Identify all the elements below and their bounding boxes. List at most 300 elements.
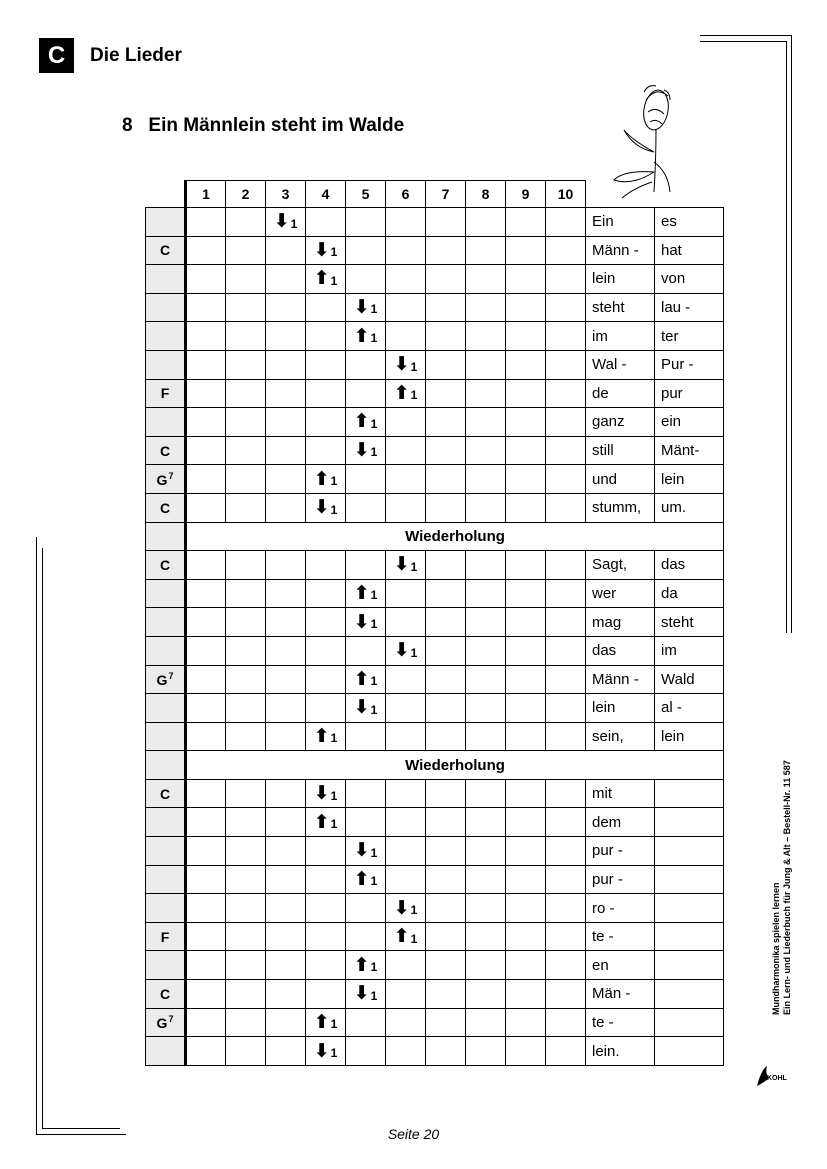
table-row bbox=[146, 350, 724, 379]
lyric-verse-1: steht bbox=[586, 293, 655, 322]
border-left-inner bbox=[42, 548, 43, 1128]
chord-cell bbox=[146, 408, 186, 437]
hole-cell-1 bbox=[186, 379, 226, 408]
lyric-verse-2 bbox=[655, 922, 724, 951]
chord-cell bbox=[146, 493, 186, 522]
hole-cell-6 bbox=[386, 951, 426, 980]
arrow-number: 1 bbox=[370, 874, 378, 889]
hole-cell-3 bbox=[266, 1037, 306, 1066]
lyric-verse-1: ro - bbox=[586, 894, 655, 923]
hole-cell-6 bbox=[386, 665, 426, 694]
draw-arrow-up-icon: ⬆ bbox=[353, 411, 370, 433]
hole-cell-6 bbox=[386, 1008, 426, 1037]
arrow-number: 1 bbox=[330, 502, 338, 517]
hole-cell-3 bbox=[266, 350, 306, 379]
hole-cell-2 bbox=[226, 436, 266, 465]
hole-cell-1 bbox=[186, 694, 226, 723]
hole-header-5: 5 bbox=[346, 181, 386, 208]
hole-cell-4 bbox=[306, 636, 346, 665]
table-row bbox=[146, 665, 724, 694]
lyric-verse-1: Männ - bbox=[586, 665, 655, 694]
chord-superscript: 7 bbox=[168, 470, 174, 481]
hole-cell-10 bbox=[546, 265, 586, 294]
hole-cell-1 bbox=[186, 551, 226, 580]
hole-cell-1 bbox=[186, 322, 226, 351]
hole-header-10: 10 bbox=[546, 181, 586, 208]
repeat-label: Wiederholung bbox=[186, 522, 724, 551]
hole-cell-5 bbox=[346, 980, 386, 1009]
table-row bbox=[146, 922, 724, 951]
hole-cell-10 bbox=[546, 379, 586, 408]
hole-cell-5 bbox=[346, 408, 386, 437]
hole-cell-4 bbox=[306, 208, 346, 237]
hole-cell-4 bbox=[306, 551, 346, 580]
arrow-number: 1 bbox=[370, 988, 378, 1003]
hole-header-4: 4 bbox=[306, 181, 346, 208]
hole-cell-3 bbox=[266, 894, 306, 923]
hole-cell-4 bbox=[306, 779, 346, 808]
chord-cell bbox=[146, 694, 186, 723]
hole-cell-10 bbox=[546, 894, 586, 923]
hole-cell-5 bbox=[346, 1037, 386, 1066]
arrow-number: 1 bbox=[410, 902, 418, 917]
hole-cell-1 bbox=[186, 493, 226, 522]
hole-cell-1 bbox=[186, 293, 226, 322]
hole-cell-7 bbox=[426, 665, 466, 694]
hole-cell-8 bbox=[466, 322, 506, 351]
hole-cell-10 bbox=[546, 694, 586, 723]
hole-cell-10 bbox=[546, 293, 586, 322]
hole-cell-4 bbox=[306, 493, 346, 522]
chord-label: F bbox=[160, 928, 170, 945]
book-info-sidebar bbox=[771, 725, 793, 1015]
hole-cell-1 bbox=[186, 722, 226, 751]
chord-cell bbox=[146, 465, 186, 494]
hole-cell-2 bbox=[226, 636, 266, 665]
hole-cell-5 bbox=[346, 350, 386, 379]
hole-cell-10 bbox=[546, 551, 586, 580]
table-row bbox=[146, 951, 724, 980]
chord-label: C bbox=[159, 985, 171, 1002]
hole-cell-1 bbox=[186, 208, 226, 237]
hole-cell-4 bbox=[306, 265, 346, 294]
hole-cell-6 bbox=[386, 922, 426, 951]
hole-cell-9 bbox=[506, 779, 546, 808]
hole-cell-1 bbox=[186, 350, 226, 379]
hole-cell-3 bbox=[266, 808, 306, 837]
chord-cell bbox=[146, 1008, 186, 1037]
hole-cell-4 bbox=[306, 1037, 346, 1066]
chord-label: F bbox=[160, 385, 170, 402]
table-row bbox=[146, 208, 724, 237]
hole-cell-1 bbox=[186, 579, 226, 608]
table-row bbox=[146, 722, 724, 751]
lyric-verse-2: es bbox=[655, 208, 724, 237]
chord-cell bbox=[146, 208, 186, 237]
lyric-verse-1: mag bbox=[586, 608, 655, 637]
hole-cell-6 bbox=[386, 236, 426, 265]
lyric-verse-2: lein bbox=[655, 465, 724, 494]
hole-cell-2 bbox=[226, 293, 266, 322]
hole-cell-9 bbox=[506, 665, 546, 694]
hole-cell-4 bbox=[306, 408, 346, 437]
lyric-verse-1: lein bbox=[586, 265, 655, 294]
hole-header-9: 9 bbox=[506, 181, 546, 208]
hole-cell-4 bbox=[306, 236, 346, 265]
hole-cell-2 bbox=[226, 236, 266, 265]
hole-cell-9 bbox=[506, 350, 546, 379]
hole-cell-8 bbox=[466, 379, 506, 408]
hole-cell-9 bbox=[506, 694, 546, 723]
blow-arrow-down-icon: ⬇ bbox=[393, 897, 410, 919]
blow-arrow-down-icon: ⬇ bbox=[273, 211, 290, 233]
hole-cell-5 bbox=[346, 208, 386, 237]
draw-arrow-up-icon: ⬆ bbox=[353, 668, 370, 690]
hole-cell-9 bbox=[506, 894, 546, 923]
hole-cell-5 bbox=[346, 865, 386, 894]
section-badge: C bbox=[39, 38, 74, 73]
hole-cell-3 bbox=[266, 951, 306, 980]
lyric-verse-1: lein bbox=[586, 694, 655, 723]
lyric-verse-2: von bbox=[655, 265, 724, 294]
hole-cell-7 bbox=[426, 894, 466, 923]
hole-cell-2 bbox=[226, 408, 266, 437]
hole-cell-6 bbox=[386, 551, 426, 580]
arrow-number: 1 bbox=[410, 931, 418, 946]
hole-cell-7 bbox=[426, 408, 466, 437]
blow-arrow-down-icon: ⬇ bbox=[353, 697, 370, 719]
hole-cell-7 bbox=[426, 208, 466, 237]
hole-cell-5 bbox=[346, 493, 386, 522]
draw-arrow-up-icon: ⬆ bbox=[353, 954, 370, 976]
table-row bbox=[146, 265, 724, 294]
hole-cell-2 bbox=[226, 779, 266, 808]
hole-cell-7 bbox=[426, 350, 466, 379]
hole-cell-6 bbox=[386, 322, 426, 351]
hole-cell-6 bbox=[386, 436, 426, 465]
lyric-verse-1: still bbox=[586, 436, 655, 465]
arrow-number: 1 bbox=[330, 245, 338, 260]
hole-cell-8 bbox=[466, 551, 506, 580]
table-row bbox=[146, 379, 724, 408]
hole-cell-3 bbox=[266, 837, 306, 866]
hole-cell-7 bbox=[426, 1008, 466, 1037]
hole-cell-2 bbox=[226, 922, 266, 951]
hole-cell-3 bbox=[266, 322, 306, 351]
hole-cell-6 bbox=[386, 779, 426, 808]
hole-cell-2 bbox=[226, 808, 266, 837]
chord-cell bbox=[146, 265, 186, 294]
hole-cell-8 bbox=[466, 636, 506, 665]
section-title: Die Lieder bbox=[90, 45, 182, 66]
chord-label: G bbox=[156, 1014, 168, 1031]
hole-cell-4 bbox=[306, 379, 346, 408]
chord-label: C bbox=[159, 556, 171, 573]
lyric-verse-2 bbox=[655, 1008, 724, 1037]
hole-cell-7 bbox=[426, 779, 466, 808]
chord-cell bbox=[146, 922, 186, 951]
hole-cell-6 bbox=[386, 722, 426, 751]
hole-cell-4 bbox=[306, 293, 346, 322]
hole-cell-6 bbox=[386, 694, 426, 723]
hole-cell-2 bbox=[226, 865, 266, 894]
hole-cell-9 bbox=[506, 322, 546, 351]
lyric-verse-1: mit bbox=[586, 779, 655, 808]
table-row bbox=[146, 980, 724, 1009]
hole-cell-9 bbox=[506, 436, 546, 465]
lyric-verse-1: Männ - bbox=[586, 236, 655, 265]
hole-cell-9 bbox=[506, 837, 546, 866]
hole-cell-3 bbox=[266, 722, 306, 751]
hole-cell-1 bbox=[186, 922, 226, 951]
lyric-verse-2: um. bbox=[655, 493, 724, 522]
hole-cell-7 bbox=[426, 694, 466, 723]
hole-cell-4 bbox=[306, 1008, 346, 1037]
hole-cell-8 bbox=[466, 436, 506, 465]
hole-cell-9 bbox=[506, 636, 546, 665]
chord-cell bbox=[146, 579, 186, 608]
chord-cell bbox=[146, 636, 186, 665]
hole-cell-2 bbox=[226, 322, 266, 351]
hole-cell-3 bbox=[266, 493, 306, 522]
hole-cell-10 bbox=[546, 579, 586, 608]
hole-cell-7 bbox=[426, 951, 466, 980]
hole-cell-1 bbox=[186, 265, 226, 294]
chord-cell bbox=[146, 350, 186, 379]
lyric-verse-1: Wal - bbox=[586, 350, 655, 379]
hole-cell-5 bbox=[346, 436, 386, 465]
hole-cell-5 bbox=[346, 293, 386, 322]
hole-cell-2 bbox=[226, 579, 266, 608]
hole-cell-1 bbox=[186, 465, 226, 494]
hole-cell-9 bbox=[506, 293, 546, 322]
arrow-number: 1 bbox=[330, 273, 338, 288]
lyric-verse-1: Ein bbox=[586, 208, 655, 237]
hole-cell-5 bbox=[346, 694, 386, 723]
chord-cell bbox=[146, 808, 186, 837]
lyric-verse-1: im bbox=[586, 322, 655, 351]
draw-arrow-up-icon: ⬆ bbox=[313, 468, 330, 490]
hole-cell-8 bbox=[466, 579, 506, 608]
hole-cell-2 bbox=[226, 551, 266, 580]
hole-cell-5 bbox=[346, 551, 386, 580]
hole-cell-9 bbox=[506, 208, 546, 237]
chord-cell bbox=[146, 293, 186, 322]
hole-cell-5 bbox=[346, 837, 386, 866]
hole-cell-7 bbox=[426, 865, 466, 894]
hole-cell-9 bbox=[506, 722, 546, 751]
chord-cell bbox=[146, 322, 186, 351]
hole-cell-6 bbox=[386, 808, 426, 837]
lyric-verse-2: da bbox=[655, 579, 724, 608]
hole-cell-9 bbox=[506, 608, 546, 637]
hole-cell-3 bbox=[266, 779, 306, 808]
hole-header-6: 6 bbox=[386, 181, 426, 208]
chord-label: C bbox=[159, 242, 171, 259]
chord-cell bbox=[146, 522, 186, 551]
chord-cell bbox=[146, 751, 186, 780]
lyric-verse-2 bbox=[655, 980, 724, 1009]
hole-cell-10 bbox=[546, 636, 586, 665]
hole-cell-5 bbox=[346, 608, 386, 637]
lyric-verse-1: wer bbox=[586, 579, 655, 608]
hole-cell-10 bbox=[546, 980, 586, 1009]
hole-cell-9 bbox=[506, 408, 546, 437]
hole-cell-3 bbox=[266, 1008, 306, 1037]
blow-arrow-down-icon: ⬇ bbox=[353, 611, 370, 633]
table-row bbox=[146, 1008, 724, 1037]
hole-cell-10 bbox=[546, 722, 586, 751]
chord-superscript: 7 bbox=[168, 670, 174, 681]
chord-cell bbox=[146, 865, 186, 894]
chord-cell bbox=[146, 665, 186, 694]
hole-cell-6 bbox=[386, 608, 426, 637]
table-row bbox=[146, 436, 724, 465]
lyric-verse-1: de bbox=[586, 379, 655, 408]
hole-cell-5 bbox=[346, 951, 386, 980]
hole-cell-1 bbox=[186, 865, 226, 894]
hole-cell-10 bbox=[546, 465, 586, 494]
lyric-verse-2: hat bbox=[655, 236, 724, 265]
hole-cell-9 bbox=[506, 865, 546, 894]
harmonica-tab-table bbox=[145, 180, 724, 1066]
blow-arrow-down-icon: ⬇ bbox=[393, 640, 410, 662]
arrow-number: 1 bbox=[410, 359, 418, 374]
lyric-verse-1: dem bbox=[586, 808, 655, 837]
hole-cell-8 bbox=[466, 694, 506, 723]
hole-cell-9 bbox=[506, 551, 546, 580]
hole-cell-1 bbox=[186, 779, 226, 808]
hole-cell-8 bbox=[466, 808, 506, 837]
hole-cell-8 bbox=[466, 980, 506, 1009]
lyric-verse-1: lein. bbox=[586, 1037, 655, 1066]
hole-cell-6 bbox=[386, 865, 426, 894]
arrow-number: 1 bbox=[330, 817, 338, 832]
lyric-header-blank-2 bbox=[655, 181, 724, 208]
hole-cell-5 bbox=[346, 636, 386, 665]
hole-cell-5 bbox=[346, 265, 386, 294]
blow-arrow-down-icon: ⬇ bbox=[393, 554, 410, 576]
chord-cell bbox=[146, 1037, 186, 1066]
table-row bbox=[146, 865, 724, 894]
draw-arrow-up-icon: ⬆ bbox=[353, 868, 370, 890]
hole-cell-5 bbox=[346, 808, 386, 837]
lyric-verse-1: Män - bbox=[586, 980, 655, 1009]
hole-cell-3 bbox=[266, 865, 306, 894]
hole-cell-6 bbox=[386, 208, 426, 237]
hole-cell-8 bbox=[466, 265, 506, 294]
lyric-verse-2: al - bbox=[655, 694, 724, 723]
lyric-verse-2 bbox=[655, 808, 724, 837]
hole-cell-9 bbox=[506, 493, 546, 522]
hole-cell-3 bbox=[266, 694, 306, 723]
arrow-number: 1 bbox=[330, 788, 338, 803]
table-row bbox=[146, 579, 724, 608]
hole-cell-7 bbox=[426, 837, 466, 866]
hole-cell-3 bbox=[266, 408, 306, 437]
lyric-verse-2: Wald bbox=[655, 665, 724, 694]
chord-label: G bbox=[156, 471, 168, 488]
hole-cell-4 bbox=[306, 322, 346, 351]
table-row bbox=[146, 779, 724, 808]
hole-cell-10 bbox=[546, 493, 586, 522]
hole-cell-4 bbox=[306, 894, 346, 923]
chord-cell bbox=[146, 236, 186, 265]
chord-cell bbox=[146, 894, 186, 923]
hole-cell-3 bbox=[266, 465, 306, 494]
hole-cell-4 bbox=[306, 837, 346, 866]
song-title: 8 Ein Männlein steht im Walde bbox=[122, 115, 405, 136]
hole-cell-10 bbox=[546, 665, 586, 694]
arrow-number: 1 bbox=[370, 302, 378, 317]
hole-cell-7 bbox=[426, 436, 466, 465]
hole-cell-8 bbox=[466, 493, 506, 522]
arrow-number: 1 bbox=[370, 845, 378, 860]
arrow-number: 1 bbox=[370, 416, 378, 431]
arrow-number: 1 bbox=[410, 559, 418, 574]
arrow-number: 1 bbox=[330, 731, 338, 746]
hole-cell-10 bbox=[546, 608, 586, 637]
hole-cell-3 bbox=[266, 436, 306, 465]
hole-cell-4 bbox=[306, 808, 346, 837]
blow-arrow-down-icon: ⬇ bbox=[353, 440, 370, 462]
hole-cell-7 bbox=[426, 493, 466, 522]
hole-cell-10 bbox=[546, 865, 586, 894]
hole-cell-3 bbox=[266, 665, 306, 694]
hole-cell-5 bbox=[346, 379, 386, 408]
hole-cell-9 bbox=[506, 980, 546, 1009]
hole-cell-9 bbox=[506, 465, 546, 494]
table-row bbox=[146, 808, 724, 837]
hole-cell-7 bbox=[426, 379, 466, 408]
hole-cell-1 bbox=[186, 408, 226, 437]
hole-cell-9 bbox=[506, 236, 546, 265]
chord-cell bbox=[146, 722, 186, 751]
lyric-verse-1: en bbox=[586, 951, 655, 980]
hole-cell-1 bbox=[186, 236, 226, 265]
hole-cell-2 bbox=[226, 350, 266, 379]
hole-cell-8 bbox=[466, 608, 506, 637]
hole-cell-7 bbox=[426, 1037, 466, 1066]
hole-cell-7 bbox=[426, 236, 466, 265]
table-row bbox=[146, 1037, 724, 1066]
repeat-label: Wiederholung bbox=[186, 751, 724, 780]
hole-cell-7 bbox=[426, 636, 466, 665]
hole-cell-3 bbox=[266, 608, 306, 637]
table-row bbox=[146, 236, 724, 265]
hole-cell-6 bbox=[386, 579, 426, 608]
arrow-number: 1 bbox=[290, 216, 298, 231]
hole-cell-2 bbox=[226, 608, 266, 637]
hole-cell-7 bbox=[426, 293, 466, 322]
lyric-verse-1: Sagt, bbox=[586, 551, 655, 580]
arrow-number: 1 bbox=[370, 445, 378, 460]
table-row bbox=[146, 322, 724, 351]
hole-cell-7 bbox=[426, 265, 466, 294]
hole-cell-6 bbox=[386, 1037, 426, 1066]
hole-cell-2 bbox=[226, 694, 266, 723]
hole-cell-8 bbox=[466, 951, 506, 980]
hole-cell-5 bbox=[346, 722, 386, 751]
header-corner bbox=[146, 181, 186, 208]
hole-cell-7 bbox=[426, 608, 466, 637]
hole-cell-5 bbox=[346, 236, 386, 265]
hole-cell-10 bbox=[546, 350, 586, 379]
hole-cell-5 bbox=[346, 322, 386, 351]
draw-arrow-up-icon: ⬆ bbox=[353, 583, 370, 605]
blow-arrow-down-icon: ⬇ bbox=[393, 354, 410, 376]
hole-cell-5 bbox=[346, 1008, 386, 1037]
